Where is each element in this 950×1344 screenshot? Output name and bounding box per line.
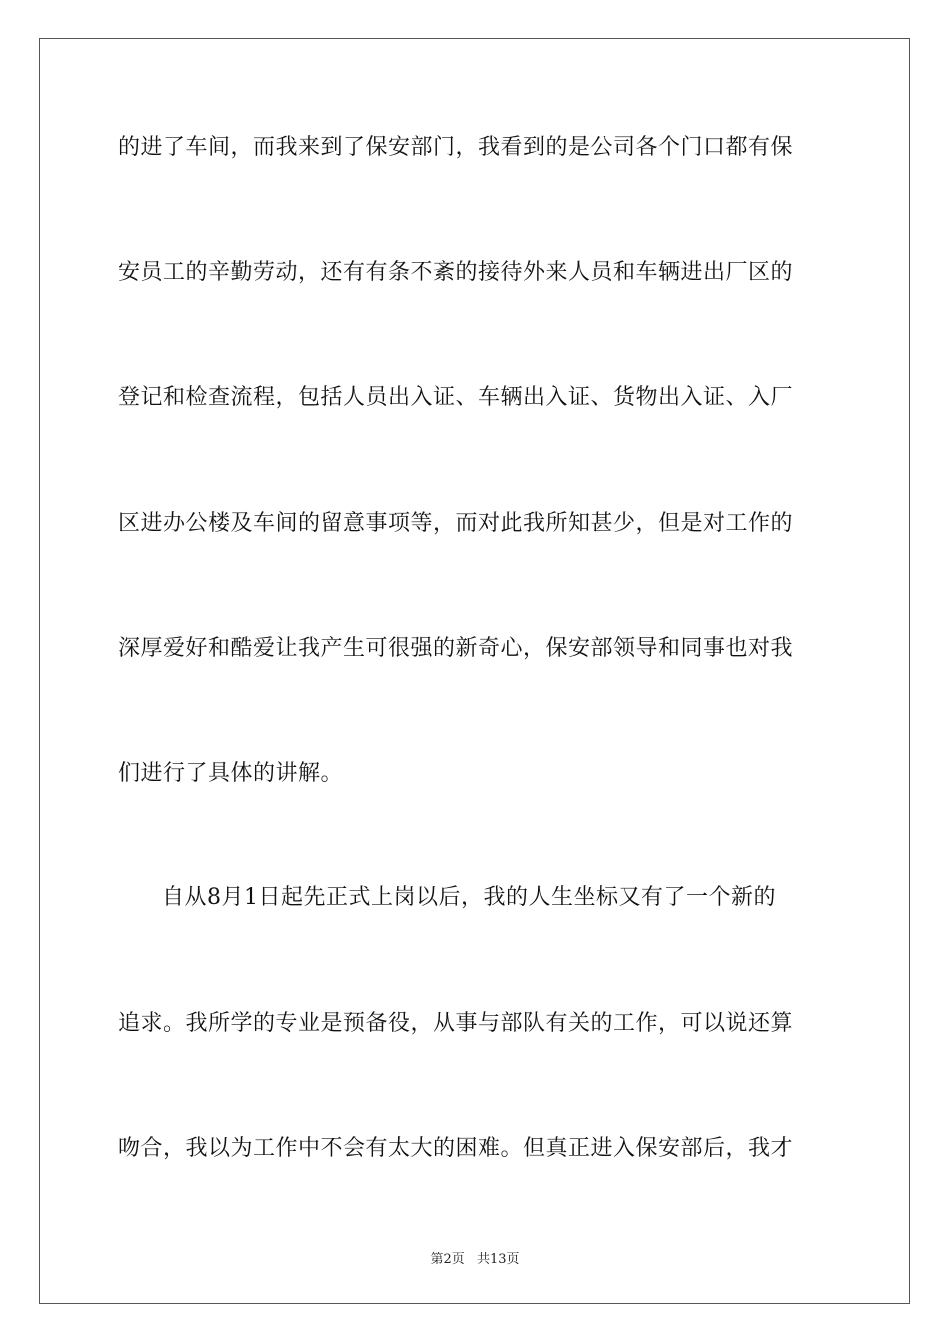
page-border [39,38,910,1304]
text-line: 追求。我所学的专业是预备役，从事与部队有关的工作，可以说还算 [118,1011,794,1036]
text-line: 区进办公楼及车间的留意事项等，而对此我所知甚少，但是对工作的 [118,511,794,536]
text-line: 深厚爱好和酷爱让我产生可很强的新奇心，保安部领导和同事也对我 [118,636,794,661]
page-number: 第2页 [430,1252,465,1267]
text-line: 们进行了具体的讲解。 [118,761,344,786]
text-line: 安员工的辛勤劳动，还有有条不紊的接待外来人员和车辆进出厂区的 [118,260,794,285]
page-footer [0,1248,950,1267]
total-pages: 共13页 [476,1252,520,1267]
paragraph-start-line: 自从8月1日起先正式上岗以后，我的人生坐标又有了一个新的 [162,885,776,910]
text-line: 吻合，我以为工作中不会有太大的困难。但真正进入保安部后，我才 [118,1136,794,1161]
text-line: 登记和检查流程，包括人员出入证、车辆出入证、货物出入证、入厂 [118,385,794,410]
text-line: 的进了车间，而我来到了保安部门，我看到的是公司各个门口都有保 [118,135,794,160]
